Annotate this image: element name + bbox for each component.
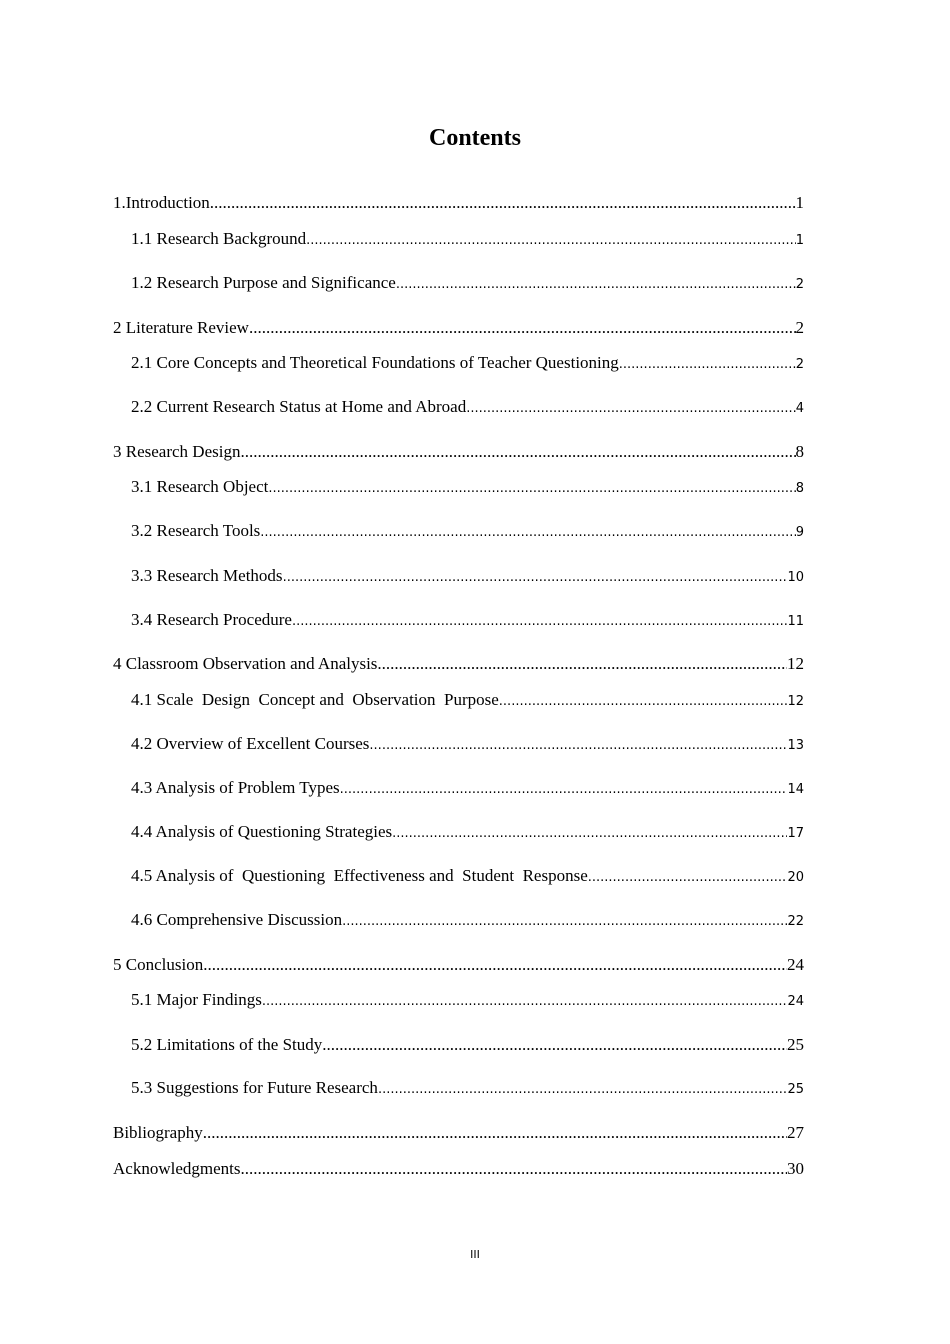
- toc-entry-label: Bibliography: [113, 1123, 203, 1142]
- toc-entry-label: 4.3 Analysis of Problem Types: [131, 778, 340, 797]
- toc-entry-label: 1.2 Research Purpose and Significance: [131, 273, 396, 292]
- toc-entry-label: 4.1 Scale Design Concept and Observation Purpose: [131, 690, 499, 709]
- toc-dot-leader: [392, 823, 787, 845]
- toc-entry-research-background[interactable]: [131, 228, 804, 250]
- toc-entry-problem-types[interactable]: [131, 777, 804, 799]
- toc-entry-page: 20: [787, 870, 804, 885]
- toc-dot-leader: [340, 779, 788, 801]
- toc-entry-label: 4.4 Analysis of Questioning Strategies: [131, 822, 393, 841]
- toc-entry-label: 3.2 Research Tools: [131, 521, 261, 540]
- toc-entry-label: 3.3 Research Methods: [131, 566, 283, 585]
- toc-entry-limitations[interactable]: [131, 1034, 804, 1056]
- toc-entry-label: 2.2 Current Research Status at Home and Abroad: [131, 397, 467, 416]
- toc-entry-label: Acknowledgments: [113, 1159, 241, 1178]
- toc-entry-page: 9: [795, 525, 804, 540]
- toc-dot-leader: [210, 192, 796, 214]
- toc-entry-major-findings[interactable]: [131, 989, 804, 1011]
- toc-dot-leader: [283, 567, 788, 589]
- toc-entry-page: 4: [795, 401, 804, 416]
- toc-entry-classroom-observation[interactable]: [113, 653, 804, 675]
- toc-entry-page: 10: [787, 570, 804, 585]
- toc-entry-label: 3 Research Design: [113, 442, 241, 461]
- toc-entry-questioning-strategies[interactable]: [131, 821, 804, 843]
- toc-entry-scale-design[interactable]: [131, 689, 804, 711]
- toc-dot-leader: [268, 478, 795, 500]
- toc-entry-page: 2: [795, 277, 804, 292]
- toc-entry-page: 2: [795, 318, 804, 337]
- toc-entry-label: 5 Conclusion: [113, 955, 204, 974]
- toc-entry-label: 1.Introduction: [113, 193, 210, 212]
- toc-entry-research-purpose[interactable]: [131, 272, 804, 294]
- toc-entry-label: 2 Literature Review: [113, 318, 249, 337]
- toc-entry-page: 27: [787, 1123, 804, 1142]
- toc-dot-leader: [240, 1158, 787, 1180]
- toc-dot-leader: [203, 954, 787, 976]
- toc-entry-page: 1: [795, 233, 804, 248]
- toc-entry-label: 5.2 Limitations of the Study: [131, 1035, 323, 1054]
- toc-entry-label: 5.3 Suggestions for Future Research: [131, 1078, 378, 1097]
- toc-entry-label: 4 Classroom Observation and Analysis: [113, 654, 378, 673]
- toc-dot-leader: [466, 398, 796, 420]
- toc-dot-leader: [499, 691, 788, 713]
- toc-entry-research-methods[interactable]: [131, 565, 804, 587]
- toc-entry-introduction[interactable]: [113, 192, 804, 214]
- toc-dot-leader: [240, 441, 795, 463]
- toc-entry-page: 2: [795, 357, 804, 372]
- toc-entry-conclusion[interactable]: [113, 954, 804, 976]
- toc-entry-label: 2.1 Core Concepts and Theoretical Foundations of Teacher Questioning: [131, 353, 619, 372]
- toc-entry-page: 24: [787, 994, 804, 1009]
- toc-entry-research-design[interactable]: [113, 441, 804, 463]
- toc-entry-research-object[interactable]: [131, 476, 804, 498]
- toc-entry-label: 3.1 Research Object: [131, 477, 269, 496]
- toc-entry-label: 4.2 Overview of Excellent Courses: [131, 734, 370, 753]
- toc-entry-label: 4.6 Comprehensive Discussion: [131, 910, 343, 929]
- toc-entry-label: 1.1 Research Background: [131, 229, 307, 248]
- toc-entry-page: 11: [787, 614, 804, 629]
- toc-dot-leader: [306, 230, 796, 252]
- toc-entry-questioning-effectiveness[interactable]: [131, 865, 804, 887]
- toc-entry-future-research[interactable]: [131, 1077, 804, 1099]
- toc-entry-research-tools[interactable]: [131, 520, 804, 542]
- toc-dot-leader: [203, 1122, 787, 1144]
- toc-entry-page: 13: [787, 738, 804, 753]
- toc-entry-page: 8: [795, 442, 804, 461]
- toc-entry-literature-review[interactable]: [113, 317, 804, 339]
- toc-entry-label: 3.4 Research Procedure: [131, 610, 292, 629]
- toc-entry-page: 12: [787, 694, 804, 709]
- toc-entry-core-concepts[interactable]: [131, 352, 804, 374]
- toc-entry-label: 4.5 Analysis of Questioning Effectiveness and Student Response: [131, 866, 588, 885]
- toc-entry-acknowledgments[interactable]: [113, 1158, 804, 1180]
- toc-dot-leader: [369, 735, 787, 757]
- toc-entry-page: 17: [787, 826, 804, 841]
- toc-entry-comprehensive-discussion[interactable]: [131, 909, 804, 931]
- toc-entry-page: 22: [787, 914, 804, 929]
- toc-dot-leader: [260, 522, 795, 544]
- toc-entry-research-procedure[interactable]: [131, 609, 804, 631]
- toc-entry-label: 5.1 Major Findings: [131, 990, 262, 1009]
- toc-entry-page: 8: [795, 481, 804, 496]
- toc-dot-leader: [396, 274, 796, 296]
- toc-dot-leader: [377, 653, 787, 675]
- toc-entry-page: 14: [787, 782, 804, 797]
- page-title: Contents: [428, 125, 521, 151]
- toc-entry-page: 25: [787, 1082, 804, 1097]
- toc-dot-leader: [619, 354, 796, 376]
- toc-entry-bibliography[interactable]: [113, 1122, 804, 1144]
- toc-dot-leader: [262, 991, 788, 1013]
- toc-entry-page: 24: [787, 955, 804, 974]
- toc-dot-leader: [322, 1034, 787, 1056]
- toc-dot-leader: [249, 317, 796, 339]
- toc-entry-page: 1: [795, 193, 804, 212]
- toc-dot-leader: [378, 1079, 788, 1101]
- toc-dot-leader: [588, 867, 788, 889]
- page-number: III: [470, 1248, 480, 1261]
- toc-entry-excellent-courses[interactable]: [131, 733, 804, 755]
- toc-entry-page: 25: [787, 1035, 804, 1054]
- toc-entry-page: 30: [787, 1159, 804, 1178]
- toc-entry-page: 12: [787, 654, 804, 673]
- toc-dot-leader: [292, 611, 787, 633]
- toc-entry-current-research-status[interactable]: [131, 396, 804, 418]
- toc-dot-leader: [342, 911, 787, 933]
